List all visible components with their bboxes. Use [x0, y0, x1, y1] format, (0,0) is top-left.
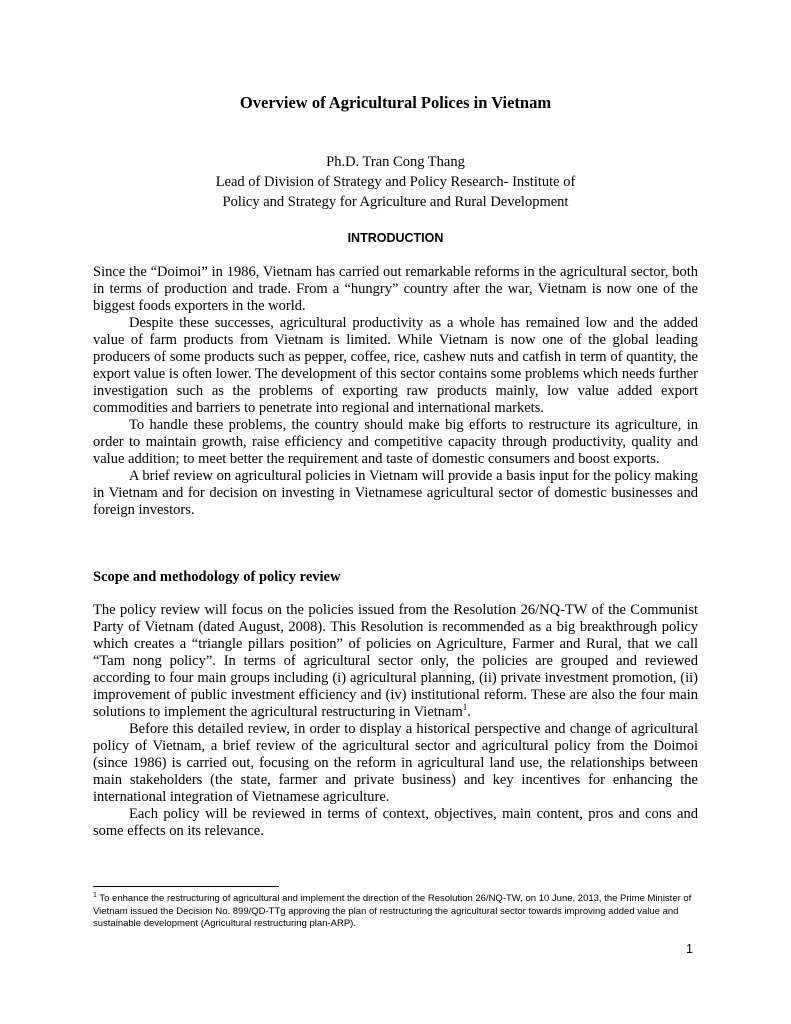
- author-affiliation-line-1: Lead of Division of Strategy and Policy Research- Institute of: [215, 174, 576, 190]
- footnote-reference[interactable]: 1: [462, 702, 468, 713]
- scope-paragraph: Before this detailed review, in order to display a historical perspective and change of agricultural policy of Vietnam, a brief review of the agricultural sector and agricultural policy from the Doimoi (since 1986) is carried out, focusing on the reform in agricultural land use, the relationships between main stakeholders (the state, farmer and private business) and key incentives for enhancing the international integration of Vietnamese agriculture.: [93, 721, 698, 805]
- scope-paragraph: [93, 602, 698, 721]
- author-block: [0, 152, 791, 212]
- scope-section-heading: Scope and methodology of policy review: [93, 569, 341, 585]
- footnote-text: To enhance the restructuring of agricultural and implement the direction of the Resolution 26/NQ-TW, on 10 June, 2013, the Prime Minister of Vietnam issued the Decision No. 899/QD-TTg approving the plan of restructuring the agricultural sector towards improving added value and sustainable development (Agricultural restructuring plan-ARP).: [93, 893, 692, 929]
- introduction-paragraph: Despite these successes, agricultural productivity as a whole has remained low and the added value of farm products from Vietnam is limited. While Vietnam is now one of the global leading producers of some products such as pepper, coffee, rice, cashew nuts and catfish in term of quantity, the export value is often lower. The development of this sector contains some problems which needs further investigation such as the problems of exporting raw products mainly, low value added export commodities and barriers to penetrate into regional and international markets.: [93, 315, 698, 416]
- scope-paragraph-text: The policy review will focus on the policies issued from the Resolution 26/NQ-TW of the Communist Party of Vietnam (dated August, 2008). This Resolution is recommended as a big breakthrough policy which creates a “triangle pillars position” of policies on Agriculture, Farmer and Rural, that we call “Tam nong policy”. In terms of agricultural sector only, the policies are grouped and reviewed according to four main groups including (i) agricultural planning, (ii) private investment promotion, (ii) improvement of public investment efficiency and (iv) institutional reform. These are also the four main solutions to implement the agricultural restructuring in Vietnam: [93, 602, 698, 720]
- footnote: [93, 893, 703, 931]
- introduction-paragraph: Since the “Doimoi” in 1986, Vietnam has carried out remarkable reforms in the agricultural sector, both in terms of production and trade. From a “hungry” country after the war, Vietnam is now one of the biggest foods exporters in the world.: [93, 264, 698, 314]
- scope-paragraph: Each policy will be reviewed in terms of context, objectives, main content, pros and cons and some effects on its relevance.: [93, 806, 698, 839]
- author-name: Ph.D. Tran Cong Thang: [326, 154, 465, 170]
- scope-paragraph-end: .: [467, 704, 471, 720]
- introduction-heading: INTRODUCTION: [347, 231, 444, 245]
- footnote-separator: [93, 886, 279, 887]
- document-title: Overview of Agricultural Polices in Vietnam: [239, 93, 552, 112]
- introduction-body: [93, 264, 698, 519]
- author-affiliation-line-2: Policy and Strategy for Agriculture and Rural Development: [222, 194, 569, 210]
- footnote-number: 1: [93, 891, 97, 899]
- scope-body: [93, 602, 698, 840]
- introduction-paragraph: To handle these problems, the country should make big efforts to restructure its agriculture, in order to maintain growth, raise efficiency and competitive capacity through productivity, quality and value addition; to meet better the requirement and taste of domestic consumers and boost exports.: [93, 417, 698, 467]
- page-number: 1: [686, 942, 693, 956]
- introduction-paragraph: A brief review on agricultural policies in Vietnam will provide a basis input for the policy making in Vietnam and for decision on investing in Vietnamese agricultural sector of domestic businesses and foreign investors.: [93, 468, 698, 518]
